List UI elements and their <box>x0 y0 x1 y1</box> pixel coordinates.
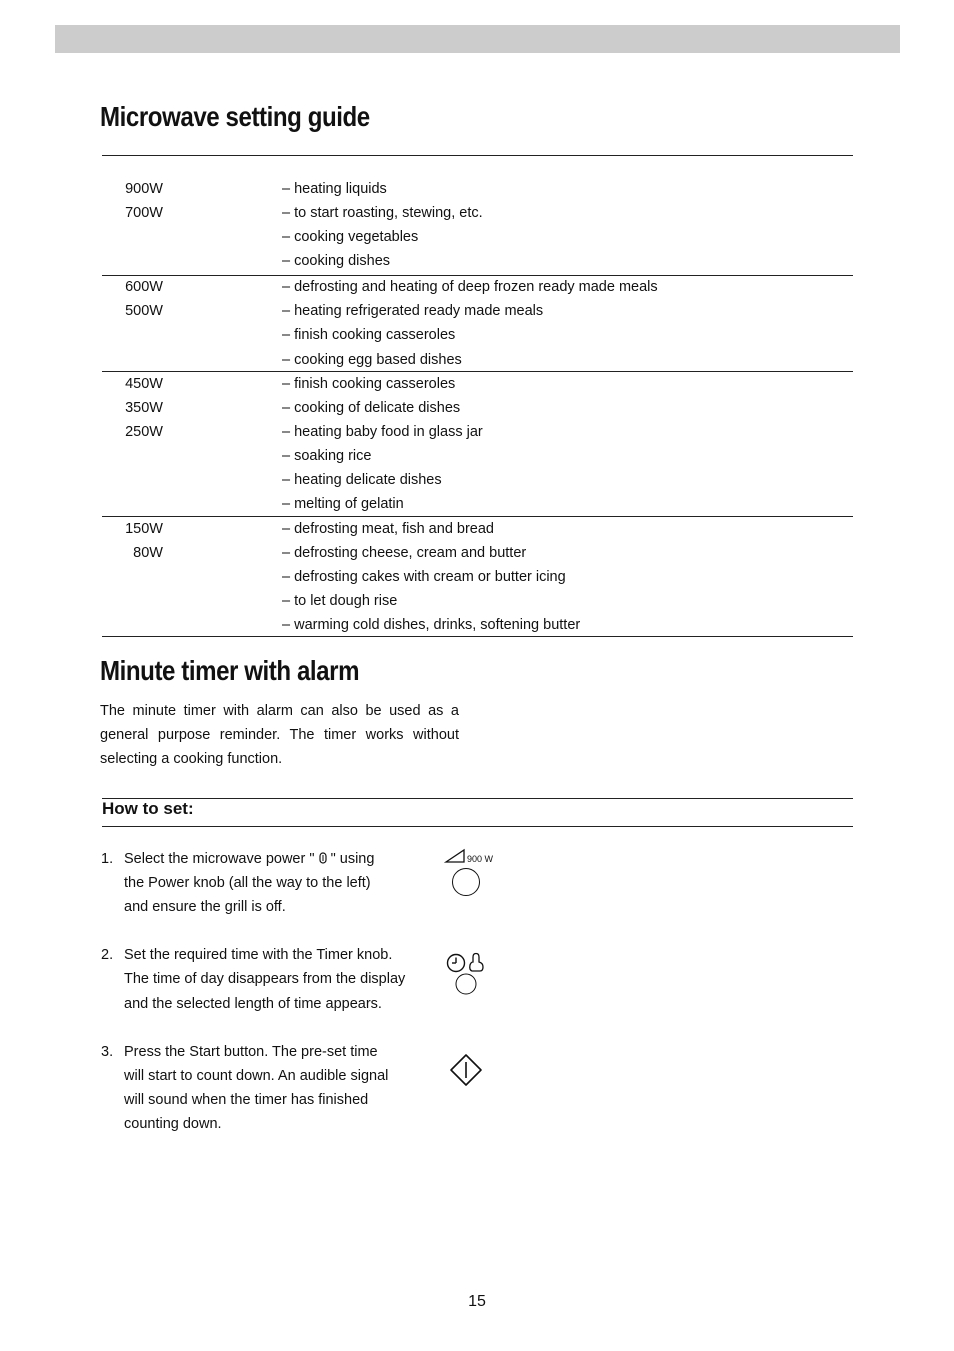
power-value: 900W <box>125 181 163 197</box>
use-text: – defrosting cakes with cream or butter icing <box>282 569 566 585</box>
section-title-microwave-guide: Microwave setting guide <box>100 101 370 132</box>
table-row <box>102 541 853 565</box>
table-row <box>102 225 853 249</box>
table-row <box>102 323 853 347</box>
table-row <box>102 396 853 420</box>
table-row <box>102 348 853 372</box>
use-text: – to start roasting, stewing, etc. <box>282 205 483 221</box>
step-line: Press the Start button. The pre-set time <box>124 1044 378 1060</box>
power-value: 700W <box>125 205 163 221</box>
power-value: 500W <box>125 303 163 319</box>
power-knob-label: 900 W <box>467 854 494 864</box>
use-text: – defrosting and heating of deep frozen ready made meals <box>282 279 658 295</box>
step-line: the Power knob (all the way to the left) <box>124 875 371 891</box>
howto-top-rule <box>102 798 853 799</box>
use-text: – cooking vegetables <box>282 229 419 245</box>
table-row <box>102 420 853 444</box>
table-row <box>102 372 853 396</box>
step-line: and ensure the grill is off. <box>124 899 286 915</box>
section-title-minute-timer: Minute timer with alarm <box>100 655 360 686</box>
use-text: – finish cooking casseroles <box>282 327 456 343</box>
use-text: – cooking egg based dishes <box>282 352 462 368</box>
table-row <box>102 565 853 589</box>
start-button-icon <box>449 1053 483 1087</box>
table-bottom-rule <box>102 636 853 637</box>
table-row <box>102 201 853 225</box>
use-text: – heating delicate dishes <box>282 472 442 488</box>
intro-paragraph: The minute timer with alarm can also be used as a general purpose reminder. The timer works without selecting a cooking function. <box>100 703 459 767</box>
step-line: and the selected length of time appears. <box>124 996 382 1012</box>
use-text: – warming cold dishes, drinks, softening butter <box>282 617 581 633</box>
power-value: 350W <box>125 400 163 416</box>
power-value: 600W <box>125 279 163 295</box>
use-text: – defrosting meat, fish and bread <box>282 521 494 537</box>
table-row <box>102 492 853 516</box>
step-line: will sound when the timer has finished <box>124 1092 369 1108</box>
power-value: 150W <box>125 521 163 537</box>
use-text: – finish cooking casseroles <box>282 376 456 392</box>
power-value: 450W <box>125 376 163 392</box>
timer-knob-icon <box>445 950 491 996</box>
use-text: – heating refrigerated ready made meals <box>282 303 544 319</box>
use-text: – defrosting cheese, cream and butter <box>282 545 527 561</box>
step-line: Select the microwave power " " using <box>124 851 375 867</box>
power-value: 250W <box>125 424 163 440</box>
step-number: 2. <box>101 947 114 963</box>
use-text: – to let dough rise <box>282 593 398 609</box>
table-row <box>102 517 853 541</box>
table-row <box>102 177 853 201</box>
table-row <box>102 299 853 323</box>
table-row <box>102 613 853 637</box>
use-text: – heating liquids <box>282 181 387 197</box>
power-knob-icon <box>444 848 504 898</box>
step-number: 3. <box>101 1044 114 1060</box>
use-text: – cooking of delicate dishes <box>282 400 461 416</box>
page-number: 15 <box>468 1293 486 1310</box>
power-value: 80W <box>133 545 163 561</box>
step-line: counting down. <box>124 1116 222 1132</box>
table-row <box>102 249 853 273</box>
use-text: – melting of gelatin <box>282 496 404 512</box>
defrost-symbol-icon <box>319 852 327 864</box>
table-row <box>102 444 853 468</box>
use-text: – soaking rice <box>282 448 372 464</box>
table-top-rule <box>102 155 853 156</box>
howto-bottom-rule <box>102 826 853 827</box>
step-number: 1. <box>101 851 114 867</box>
header-bar <box>55 25 900 53</box>
table-row <box>102 468 853 492</box>
table-row <box>102 589 853 613</box>
table-row <box>102 275 853 299</box>
howto-title: How to set: <box>102 799 194 818</box>
step-line: Set the required time with the Timer knob. <box>124 947 393 963</box>
use-text: – heating baby food in glass jar <box>282 424 483 440</box>
step-line: The time of day disappears from the display <box>124 971 406 987</box>
use-text: – cooking dishes <box>282 253 391 269</box>
step-line: will start to count down. An audible signal <box>124 1068 389 1084</box>
